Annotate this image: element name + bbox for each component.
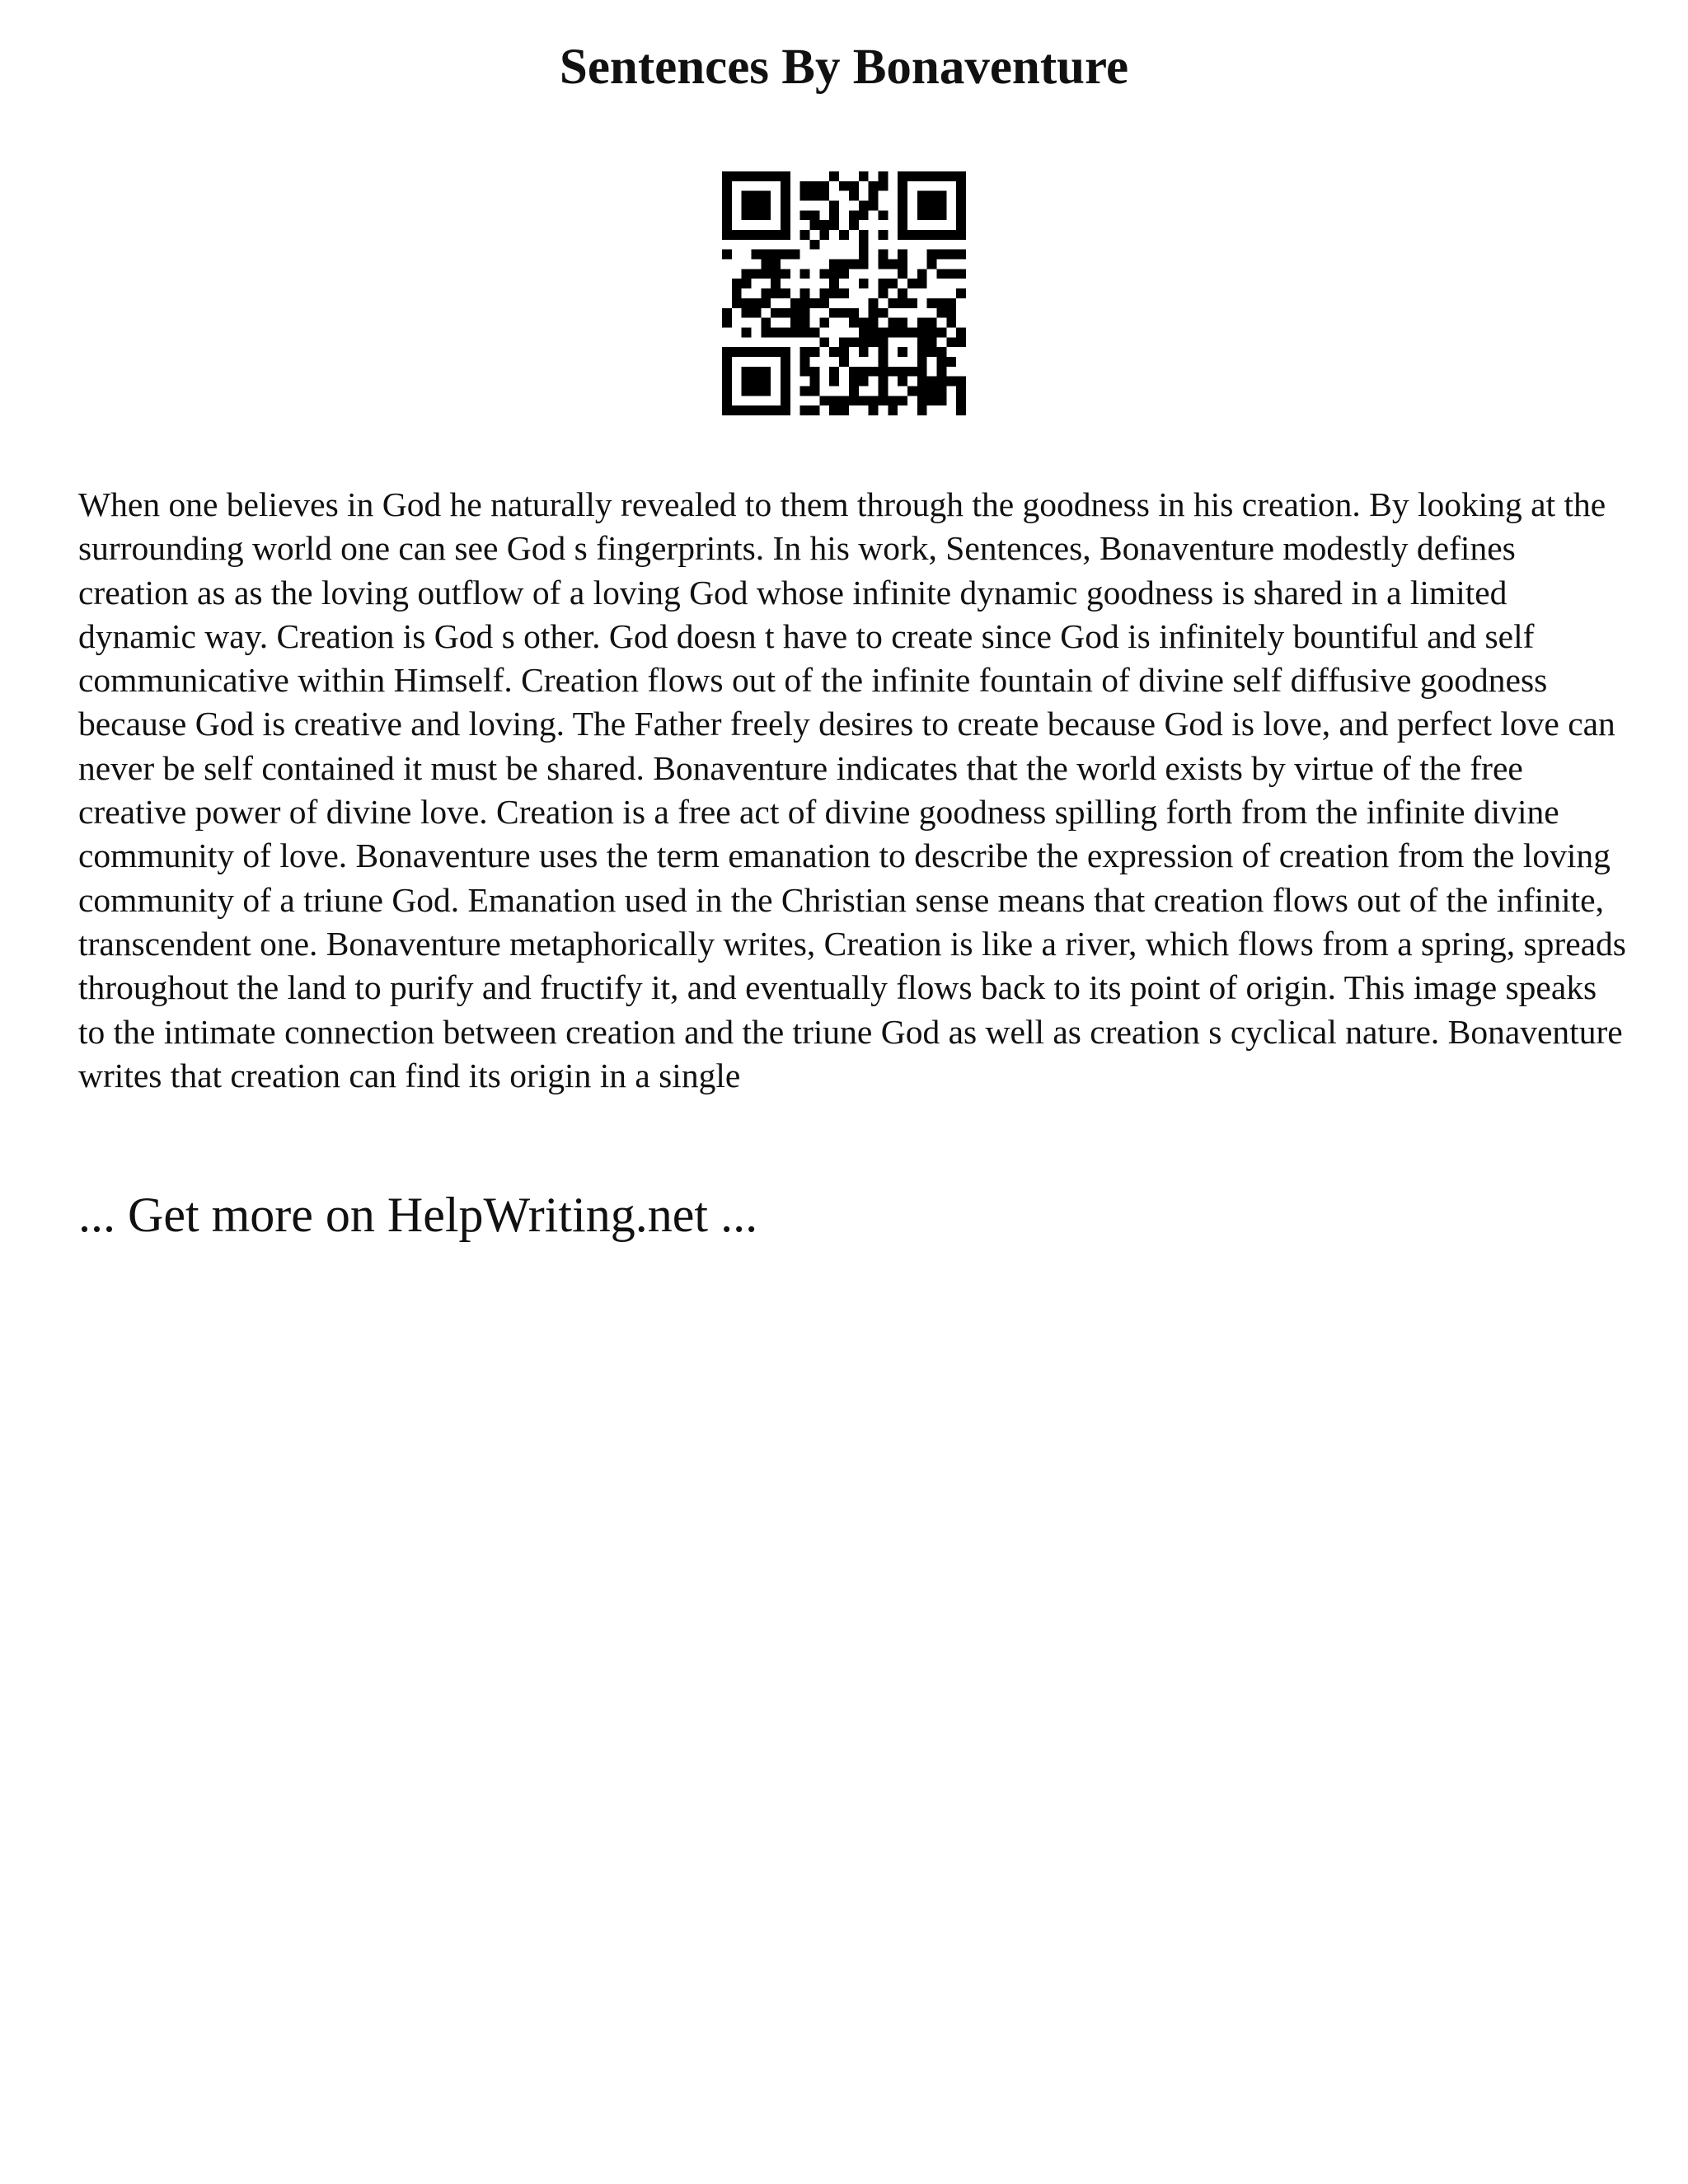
get-more-link[interactable]: ... Get more on HelpWriting.net ... bbox=[78, 1188, 758, 1242]
qr-code-icon bbox=[722, 171, 966, 415]
page-title: Sentences By Bonaventure bbox=[559, 40, 1129, 95]
qr-code-graphic bbox=[722, 171, 966, 415]
essay-excerpt: When one believes in God he naturally revealed to them through the goodness in his creation. By looking at the surrounding world one can see God s fingerprints. In his work, Sentences, Bonaventure modestly defines creation as as the loving outflow of a loving God whose infinite dynamic goodness is shared in a limited dynamic way. Creation is God s other. God doesn t have to create since God is infinitely bountiful and self communicative within Himself. Creation flows out of the infinite fountain of divine self diffusive goodness because God is creative and loving. The Father freely desires to create because God is love, and perfect love can never be self contained it must be shared. Bonaventure indicates that the world exists by virtue of the free creative power of divine love. Creation is a free act of divine goodness spilling forth from the infinite divine community of love. Bonaventure uses the term emanation to describe the expression of creation from the loving community of a triune God. Emanation used in the Christian sense means that creation flows out of the infinite, transcendent one. Bonaventure metaphorically writes, Creation is like a river, which flows from a spring, spreads throughout the land to purify and fructify it, and eventually flows back to its point of origin. This image speaks to the intimate connection between creation and the triune God as well as creation s cyclical nature. Bonaventure writes that creation can find its origin in a single bbox=[78, 485, 1626, 1094]
